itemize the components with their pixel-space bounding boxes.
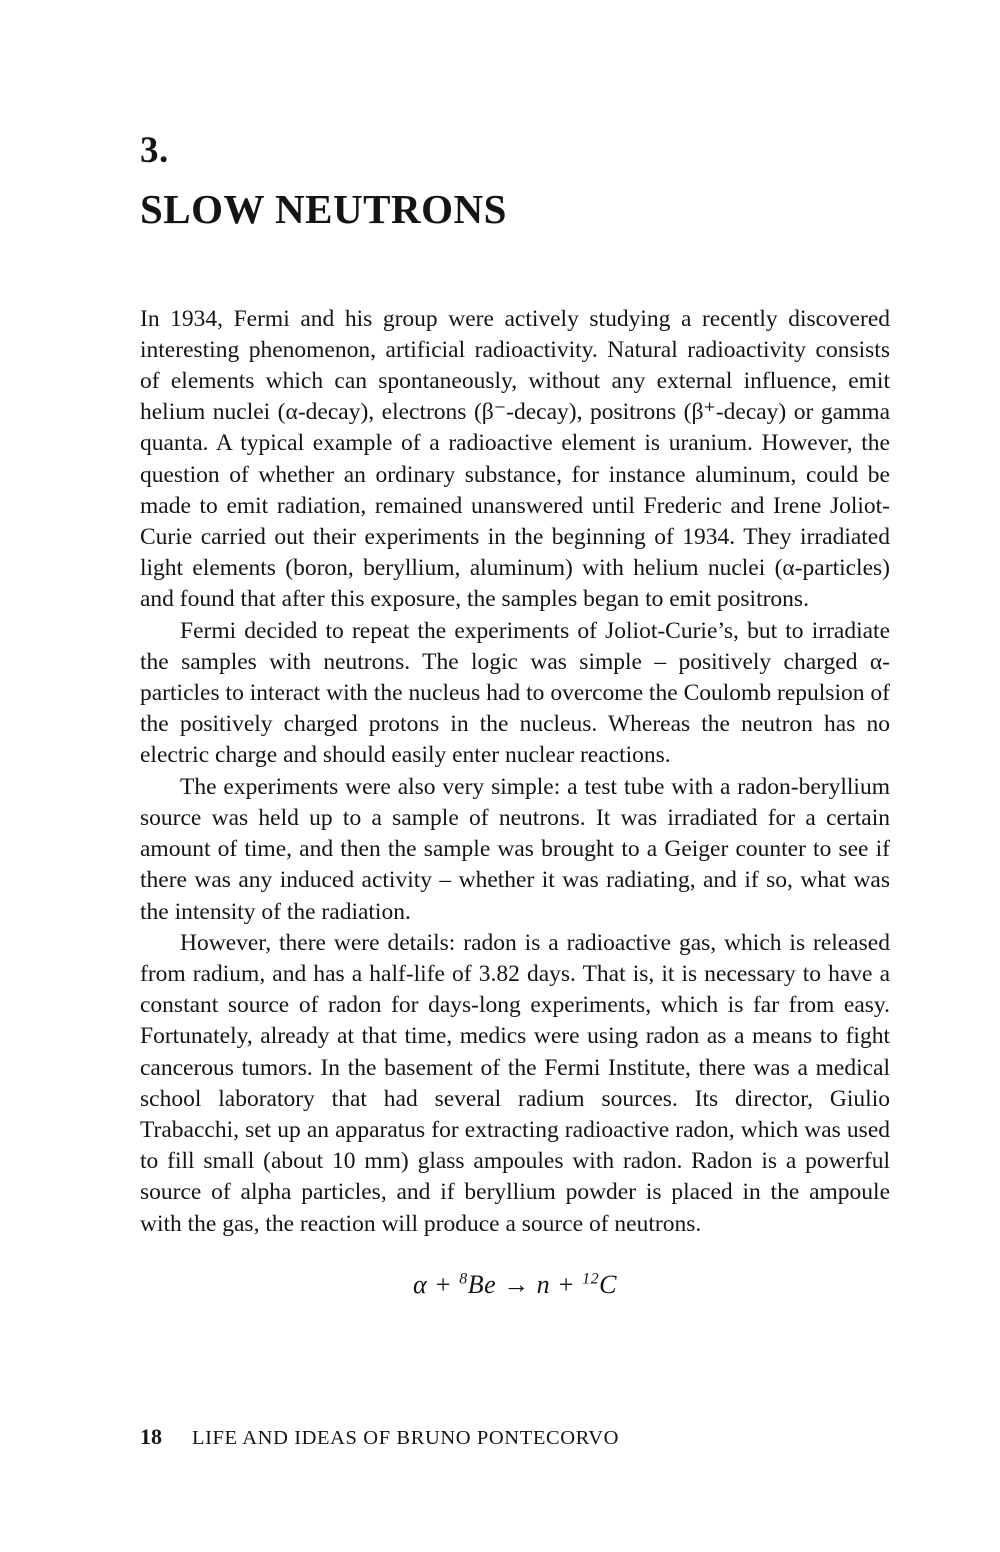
paragraph-experiments: The experiments were also very simple: a test tube with a radon-beryllium source was held up to a sample of neutrons. It was irradiated for a certain amount of time, and then the sample was brought to a Geiger counter to see if there was any induced activity – whether it was radiating, and if so, what was the intensity of the radiation.: [140, 773, 890, 925]
running-title: LIFE AND IDEAS OF BRUNO PONTECORVO: [192, 1427, 620, 1449]
equation-term-reaction: Be → n +: [467, 1269, 583, 1299]
page-footer: [140, 1424, 890, 1450]
paragraph-fermi-neutrons: Fermi decided to repeat the experiments of Joliot-Curie’s, but to irradiate the samples with neutrons. The logic was simple – positively charged α-particles to interact with the nucleus had to overcome the Coulomb repulsion of the positively charged protons in the nucleus. Whereas the neutron has no electric charge and should easily enter nuclear reactions.: [140, 617, 890, 769]
equation-term-alpha: α +: [412, 1269, 460, 1299]
chapter-title: SLOW NEUTRONS: [140, 185, 507, 232]
equation-superscript-8: 8: [459, 1270, 468, 1288]
page-number: 18: [140, 1424, 162, 1449]
body-text: [140, 304, 890, 1240]
equation: [140, 1270, 890, 1300]
equation-term-carbon: C: [599, 1269, 617, 1299]
chapter-number: 3.: [140, 130, 169, 171]
paragraph-radon-details: However, there were details: radon is a radioactive gas, which is released from radium, and has a half-life of 3.82 days. That is, it is necessary to have a constant source of radon for days-long experiments, which is far from easy. Fortunately, already at that time, medics were using radon as a means to fight cancerous tumors. In the basement of the Fermi Institute, there was a medical school laboratory that had several radium sources. Its director, Giulio Trabacchi, set up an apparatus for extracting radioactive radon, which was used to fill small (about 10 mm) glass ampoules with radon. Radon is a powerful source of alpha particles, and if beryllium powder is placed in the ampoule with the gas, the reaction will produce a source of neutrons.: [140, 929, 890, 1237]
paragraph-intro: In 1934, Fermi and his group were actively studying a recently discovered interesting phenomenon, artificial radioactivity. Natural radioactivity consists of elements which can spontaneously, without any external influence, emit helium nuclei (α-decay), electrons (β⁻-decay), positrons (β⁺-decay) or gamma quanta. A typical example of a radioactive element is uranium. However, the question of whether an ordinary substance, for instance aluminum, could be made to emit radiation, remained unanswered until Frederic and Irene Joliot-Curie carried out their experiments in the beginning of 1934. They irradiated light elements (boron, beryllium, aluminum) with helium nuclei (α-particles) and found that after this exposure, the samples began to emit positrons.: [140, 305, 890, 613]
equation-superscript-12: 12: [582, 1270, 600, 1288]
